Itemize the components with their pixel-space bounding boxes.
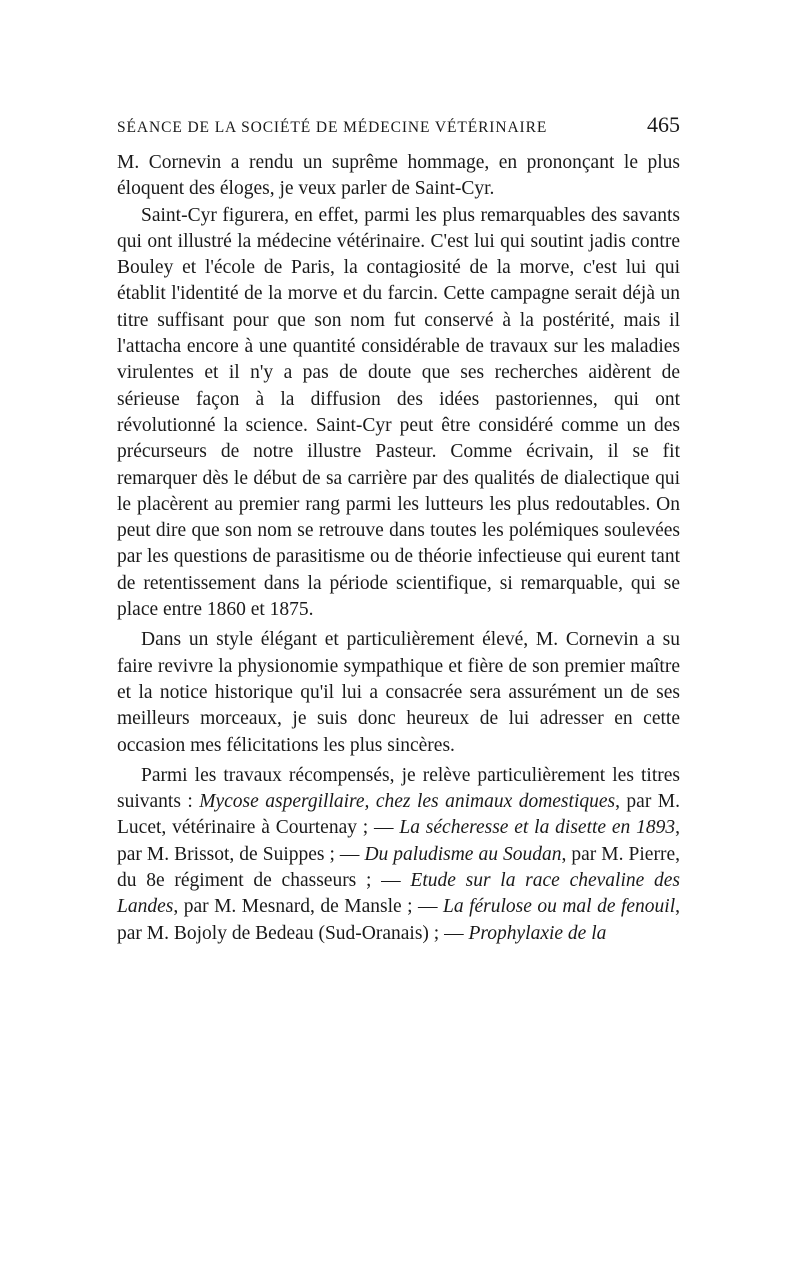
paragraph-1: M. Cornevin a rendu un suprême hommage, en prononçant le plus éloquent des éloges, je veux parler de Saint-Cyr. [117, 152, 680, 200]
paragraph-awards [117, 763, 680, 947]
work-title: Mycose aspergillaire, chez les animaux domestiques [199, 791, 616, 813]
paragraph-2: Saint-Cyr figurera, en effet, parmi les plus remarquables des savants qui ont illustré la médecine vétérinaire. C'est lui qui soutint jadis contre Bouley et l'école de Paris, la contagiosité de la morve, c'est lui qui établit l'identité de la morve et du farcin. Cette campagne serait déjà un titre suffisant pour que son nom fut conservé à la postérité, mais il l'attacha encore à une quantité considérable de travaux sur les maladies virulentes et il n'y a pas de doute que ses recherches aidèrent de sérieuse façon à la diffusion des idées pastoriennes, qui ont révolutionné la science. Saint-Cyr peut être considéré comme un des précurseurs de notre illustre Pasteur. Comme écrivain, il se fit remarquer dès le début de sa carrière par des qualités de dialectique qui le placèrent au premier rang parmi les lutteurs les plus redoutables. On peut dire que son nom se retrouve dans toutes les polémiques soulevées par les questions de parasitisme ou de théorie infectieuse qui eurent tant de retentissement dans la période scientifique, si remarquable, qui se place entre 1860 et 1875. [117, 204, 680, 621]
page-number: 465 [647, 112, 680, 137]
awards-intro: Parmi les travaux récompensés, je relève particulièrement les titres suivants : [117, 764, 680, 813]
work-title: Du paludisme au Soudan [364, 843, 562, 865]
work-author: , par M. Bojoly de Bedeau (Sud-Oranais) ; — [117, 896, 680, 944]
work-title: La férulose ou mal de fenouil [443, 896, 676, 918]
work-title: Etude sur la race chevaline des Landes [117, 870, 680, 918]
running-title: SÉANCE DE LA SOCIÉTÉ DE MÉDECINE VÉTÉRINAIRE [117, 119, 548, 136]
page-body [117, 150, 680, 947]
page-header [117, 112, 680, 146]
work-title: La sécheresse et la disette en 1893 [399, 817, 676, 839]
work-author: , par M. Mesnard, de Mansle ; — [173, 896, 443, 918]
work-author: , par M. Lucet, vétérinaire à Courtenay ; — [117, 791, 680, 839]
work-author: , par M. Pierre, du 8e régiment de chasseurs ; — [117, 843, 680, 892]
work-author: , par M. Brissot, de Suippes ; — [117, 817, 680, 865]
work-title: Prophylaxie de la [468, 922, 607, 944]
paragraph-3: Dans un style élégant et particulièrement élevé, M. Cornevin a su faire revivre la physionomie sympathique et fière de son premier maître et la notice historique qu'il lui a consacrée sera assurément un de ses meilleurs morceaux, je suis donc heureux de lui adresser en cette occasion mes félicitations les plus sincères. [117, 629, 680, 756]
